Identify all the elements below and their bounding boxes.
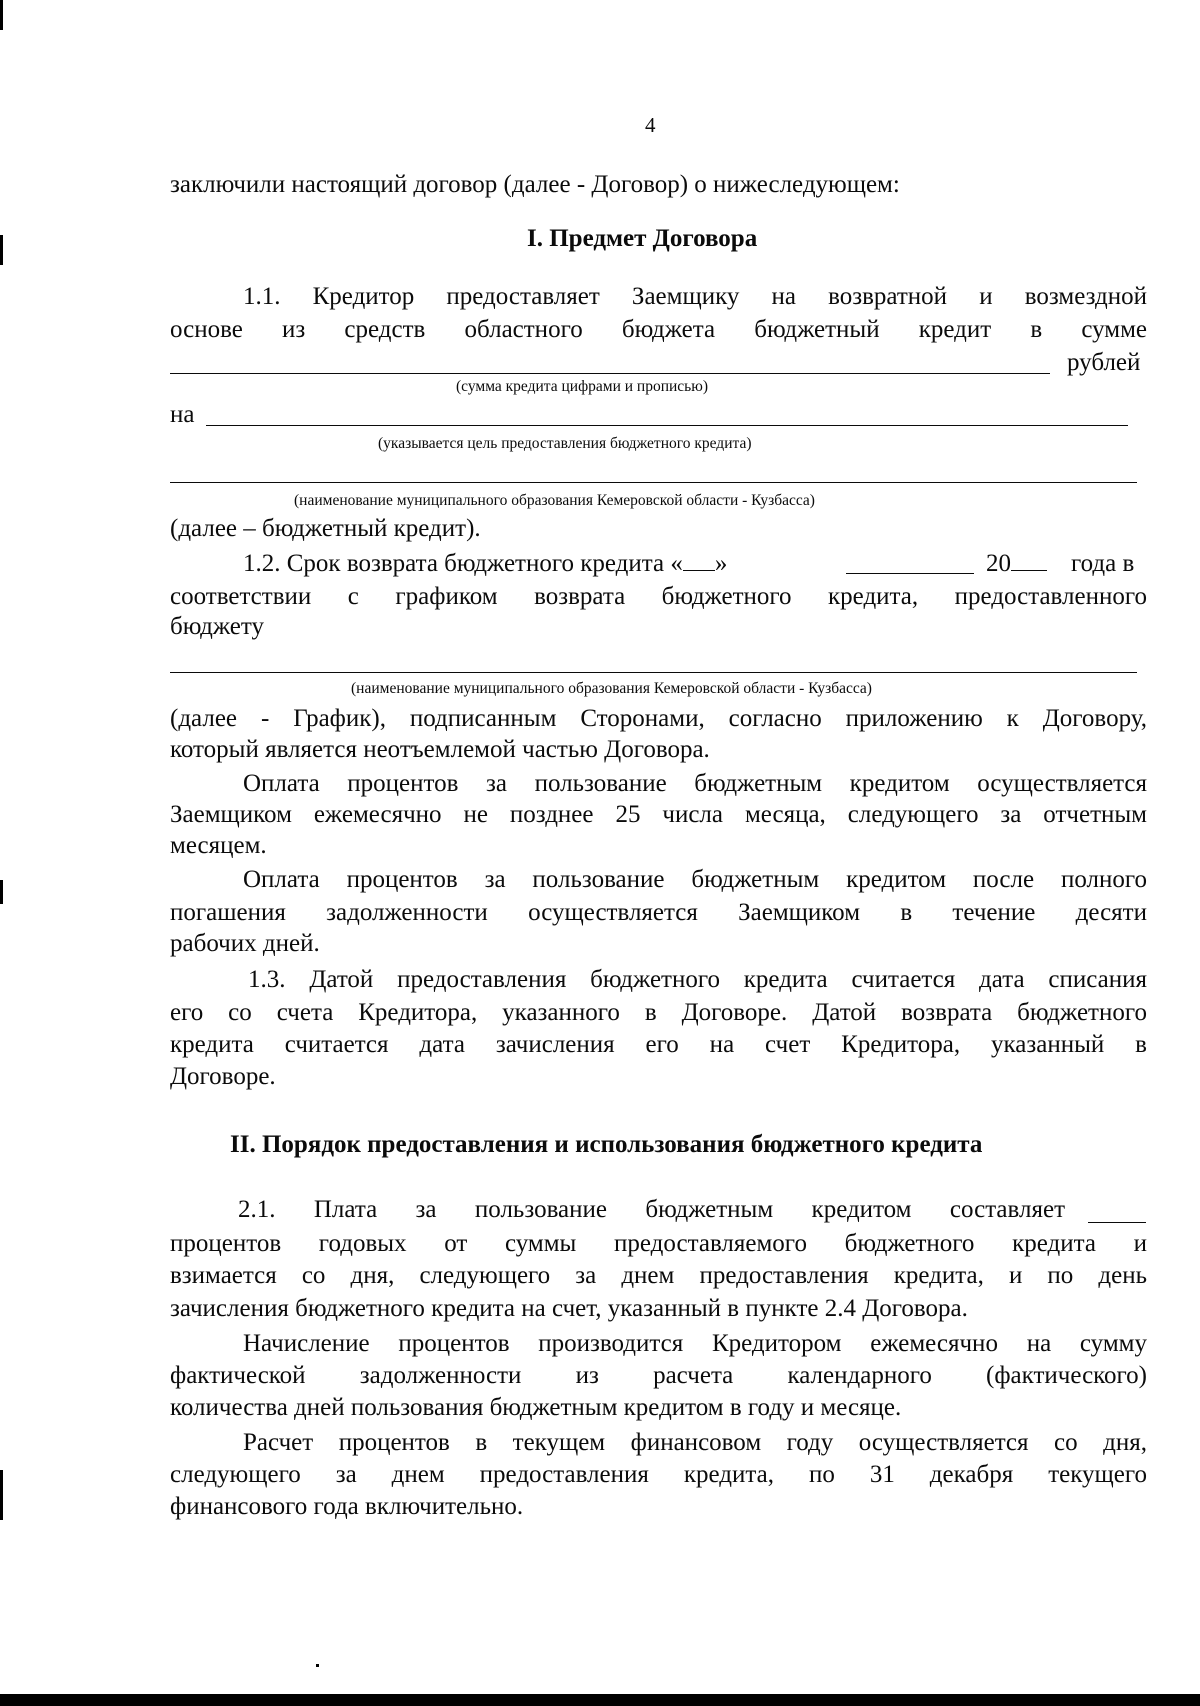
clause-2-1-line-2: процентов годовых от суммы предоставляемого бюджетного кредита и (170, 1230, 1147, 1257)
year-suffix: года в (1071, 550, 1135, 577)
calculation-line-3: финансового года включительно. (170, 1493, 524, 1520)
accrual-line-1: Начисление процентов производится Кредитором ежемесячно на сумму (243, 1330, 1147, 1357)
accrual-line-2: фактической задолженности из расчета календарного (фактического) (170, 1362, 1147, 1389)
interest-payment-line-1: Оплата процентов за пользование бюджетным кредитом осуществляется (243, 770, 1147, 797)
percent-blank-line (1088, 1222, 1146, 1223)
scan-edge-artifact (0, 880, 3, 904)
section-1-heading: I. Предмет Договора (527, 225, 758, 252)
na-label: на (170, 401, 195, 428)
day-blank (683, 569, 715, 571)
amount-caption: (сумма кредита цифрами и прописью) (456, 378, 708, 395)
scan-bottom-edge (0, 1694, 1200, 1706)
intro-line: заключили настоящий договор (далее - Договор) о нижеследующем: (170, 171, 900, 198)
scan-edge-artifact (0, 0, 3, 30)
clause-2-1-line-4: зачисления бюджетного кредита на счет, указанный в пункте 2.4 Договора. (170, 1295, 968, 1322)
scan-edge-artifact (0, 1470, 3, 1520)
interest-after-line-3: рабочих дней. (170, 930, 320, 957)
clause-2-1-line-1: 2.1. Плата за пользование бюджетным кредитом составляет (238, 1196, 1065, 1223)
interest-after-line-2: погашения задолженности осуществляется Заемщиком в течение десяти (170, 899, 1147, 926)
interest-after-line-1: Оплата процентов за пользование бюджетным кредитом после полного (243, 866, 1147, 893)
scan-edge-artifact (0, 235, 3, 265)
calculation-line-2: следующего за днем предоставления кредита, по 31 декабря текущего (170, 1461, 1147, 1488)
municipality-caption-2: (наименование муниципального образования Кемеровской области - Кузбасса) (351, 680, 872, 697)
clause-1-2-line-2: соответствии с графиком возврата бюджетного кредита, предоставленного (170, 583, 1147, 610)
scan-dot-artifact (316, 1664, 319, 1667)
rub-label: рублей (1067, 349, 1141, 376)
section-2-heading: II. Порядок предоставления и использования бюджетного кредита (230, 1131, 983, 1158)
accrual-line-3: количества дней пользования бюджетным кредитом в году и месяце. (170, 1394, 902, 1421)
interest-payment-line-2: Заемщиком ежемесячно не позднее 25 числа месяца, следующего за отчетным (170, 801, 1147, 828)
clause-2-1-line-3: взимается со дня, следующего за днем предоставления кредита, и по день (170, 1262, 1147, 1289)
clause-1-1-line-2: основе из средств областного бюджета бюджетный кредит в сумме (170, 316, 1147, 343)
clause-1-2-prefix: 1.2. Срок возврата бюджетного кредита « (243, 550, 683, 577)
clause-1-2-line-1 (243, 547, 727, 580)
year-blank (1011, 569, 1047, 571)
municipality-blank-line-1 (170, 482, 1137, 483)
clause-1-2-line-5: который является неотъемлемой частью Договора. (170, 736, 710, 763)
clause-1-2-line-4: (далее - График), подписанным Сторонами, согласно приложению к Договору, (170, 705, 1147, 732)
calculation-line-1: Расчет процентов в текущем финансовом году осуществляется со дня, (243, 1429, 1147, 1456)
purpose-caption: (указывается цель предоставления бюджетного кредита) (378, 435, 752, 452)
quote-close: » (714, 550, 728, 577)
purpose-blank-line (206, 425, 1128, 426)
month-blank-line (846, 573, 974, 574)
year-prefix: 20 (986, 550, 1011, 577)
municipality-caption-1: (наименование муниципального образования Кемеровской области - Кузбасса) (294, 492, 815, 509)
clause-1-3-line-3: кредита считается дата зачисления его на счет Кредитора, указанный в (170, 1031, 1147, 1058)
clause-1-1-after: (далее – бюджетный кредит). (170, 515, 481, 542)
clause-1-3-line-4: Договоре. (170, 1063, 276, 1090)
municipality-blank-line-2 (170, 672, 1137, 673)
page-number: 4 (645, 113, 656, 137)
clause-1-3-line-1: 1.3. Датой предоставления бюджетного кредита считается дата списания (248, 966, 1147, 993)
year-field (986, 547, 1047, 580)
clause-1-3-line-2: его со счета Кредитора, указанного в Договоре. Датой возврата бюджетного (170, 999, 1147, 1026)
interest-payment-line-3: месяцем. (170, 832, 267, 859)
clause-1-1-line-1: 1.1. Кредитор предоставляет Заемщику на возвратной и возмездной (243, 283, 1147, 310)
amount-blank-line (170, 373, 1050, 374)
clause-1-2-line-3: бюджету (170, 613, 264, 640)
